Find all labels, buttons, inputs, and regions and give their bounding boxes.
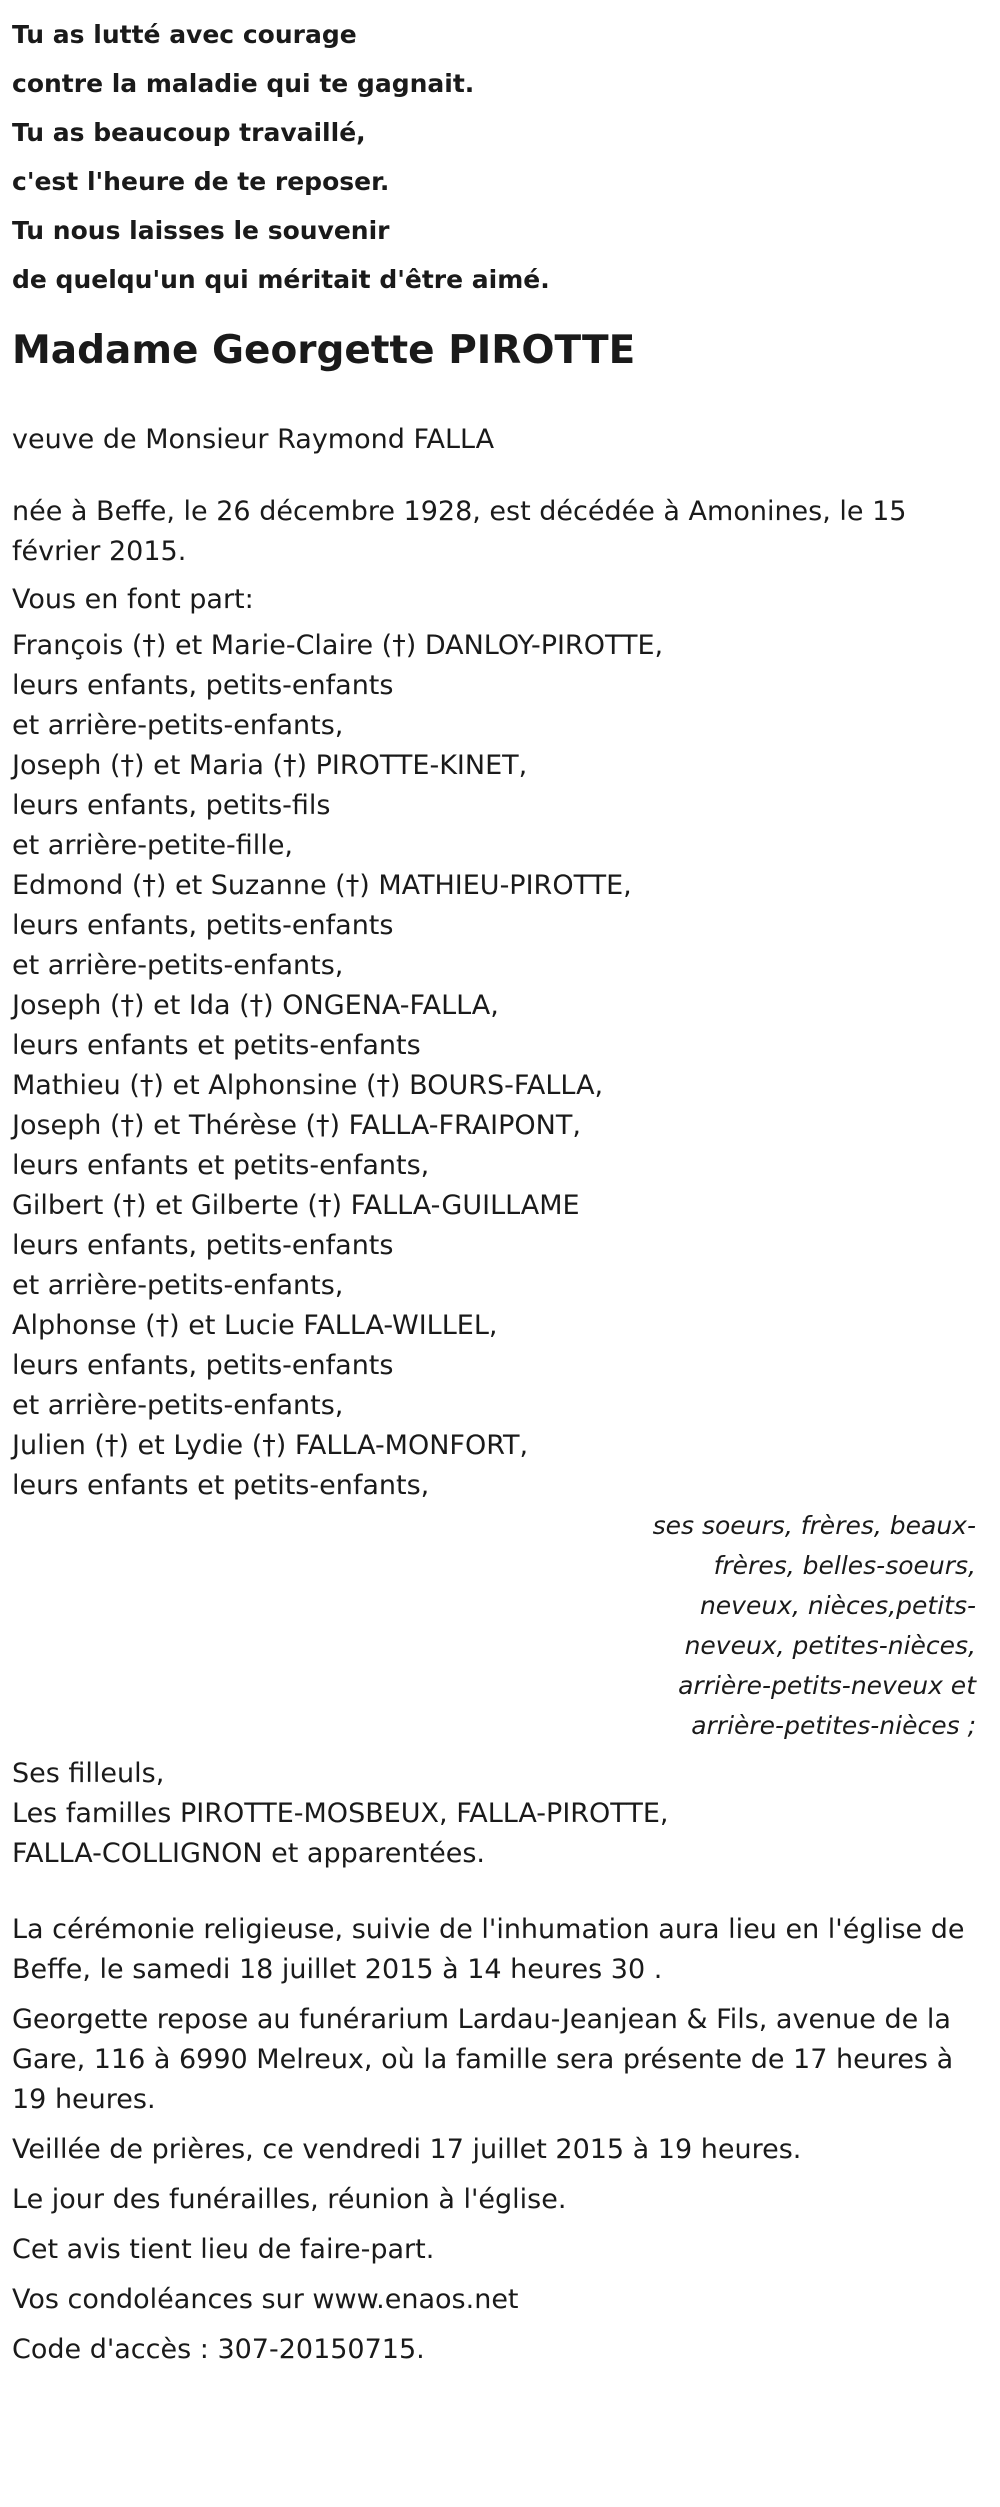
family-line: Gilbert (†) et Gilberte (†) FALLA-GUILLAME bbox=[12, 1190, 580, 1221]
poem-line: de quelqu'un qui méritait d'être aimé. bbox=[12, 265, 550, 294]
family-line: et arrière-petits-enfants, bbox=[12, 1270, 344, 1301]
widow-of: veuve de Monsieur Raymond FALLA bbox=[12, 424, 495, 455]
deceased-name: Madame Georgette PIROTTE bbox=[12, 328, 636, 373]
godchildren-line: Les familles PIROTTE-MOSBEUX, FALLA-PIROTTE, bbox=[12, 1798, 669, 1829]
family-line: Joseph (†) et Ida (†) ONGENA-FALLA, bbox=[12, 990, 499, 1021]
funeral-meeting: Le jour des funérailles, réunion à l'église. bbox=[12, 2184, 567, 2215]
poem-line: Tu nous laisses le souvenir bbox=[12, 216, 390, 245]
poem-line: Tu as beaucoup travaillé, bbox=[12, 118, 366, 147]
family-line: Mathieu (†) et Alphonsine (†) BOURS-FALLA, bbox=[12, 1070, 604, 1101]
obituary-page bbox=[0, 10, 1000, 2507]
family-line: leurs enfants, petits-enfants bbox=[12, 670, 394, 701]
condolences-text: Vos condoléances sur www.enaos.net bbox=[12, 2284, 519, 2315]
godchildren-line: Ses filleuls, bbox=[12, 1758, 165, 1789]
other-relatives bbox=[646, 1506, 976, 1746]
poem-line: Tu as lutté avec courage bbox=[12, 20, 357, 49]
practical-info bbox=[12, 1910, 988, 2370]
family-line: et arrière-petits-enfants, bbox=[12, 1390, 344, 1421]
godchildren-line: FALLA-COLLIGNON et apparentées. bbox=[12, 1838, 485, 1869]
family-line: et arrière-petits-enfants, bbox=[12, 950, 344, 981]
family-line: leurs enfants, petits-enfants bbox=[12, 910, 394, 941]
relatives-siblings: ses soeurs, frères, beaux-frères, belles-soeurs, bbox=[652, 1511, 976, 1580]
poem-line: contre la maladie qui te gagnait. bbox=[12, 69, 475, 98]
family-line: et arrière-petite-fille, bbox=[12, 830, 294, 861]
family-line: leurs enfants, petits-enfants bbox=[12, 1350, 394, 1381]
family-line: leurs enfants, petits-fils bbox=[12, 790, 331, 821]
announce-heading: Vous en font part: bbox=[12, 584, 254, 615]
family-line: Julien (†) et Lydie (†) FALLA-MONFORT, bbox=[12, 1430, 529, 1461]
family-line: Joseph (†) et Thérèse (†) FALLA-FRAIPONT, bbox=[12, 1110, 581, 1141]
family-line: Edmond (†) et Suzanne (†) MATHIEU-PIROTTE, bbox=[12, 870, 632, 901]
relatives-nephews: neveux, nièces,petits-neveux, petites-nièces, bbox=[684, 1591, 976, 1660]
family-line: Alphonse (†) et Lucie FALLA-WILLEL, bbox=[12, 1310, 498, 1341]
family-line: François (†) et Marie-Claire (†) DANLOY-PIROTTE, bbox=[12, 630, 664, 661]
notice-text: Cet avis tient lieu de faire-part. bbox=[12, 2234, 435, 2265]
repose-info: Georgette repose au funérarium Lardau-Jeanjean & Fils, avenue de la Gare, 116 à 6990 Melreux, où la famille sera présente de 17 heures à 19 heures. bbox=[12, 2004, 954, 2115]
access-code: Code d'accès : 307-20150715. bbox=[12, 2334, 425, 2365]
poem bbox=[12, 10, 988, 304]
family-line: leurs enfants et petits-enfants, bbox=[12, 1150, 430, 1181]
birth-death-info: née à Beffe, le 26 décembre 1928, est décédée à Amonines, le 15 février 2015. bbox=[12, 496, 907, 567]
family-line: leurs enfants, petits-enfants bbox=[12, 1230, 394, 1261]
ceremony-info: La cérémonie religieuse, suivie de l'inhumation aura lieu en l'église de Beffe, le samedi 18 juillet 2015 à 14 heures 30 . bbox=[12, 1914, 965, 1985]
godchildren bbox=[12, 1754, 988, 1874]
family-list bbox=[12, 626, 988, 1506]
poem-line: c'est l'heure de te reposer. bbox=[12, 167, 390, 196]
family-line: leurs enfants et petits-enfants, bbox=[12, 1470, 430, 1501]
family-line: Joseph (†) et Maria (†) PIROTTE-KINET, bbox=[12, 750, 528, 781]
family-line: leurs enfants et petits-enfants bbox=[12, 1030, 421, 1061]
family-line: et arrière-petits-enfants, bbox=[12, 710, 344, 741]
vigil-info: Veillée de prières, ce vendredi 17 juillet 2015 à 19 heures. bbox=[12, 2134, 802, 2165]
relatives-great: arrière-petits-neveux et arrière-petites-nièces ; bbox=[678, 1671, 976, 1740]
